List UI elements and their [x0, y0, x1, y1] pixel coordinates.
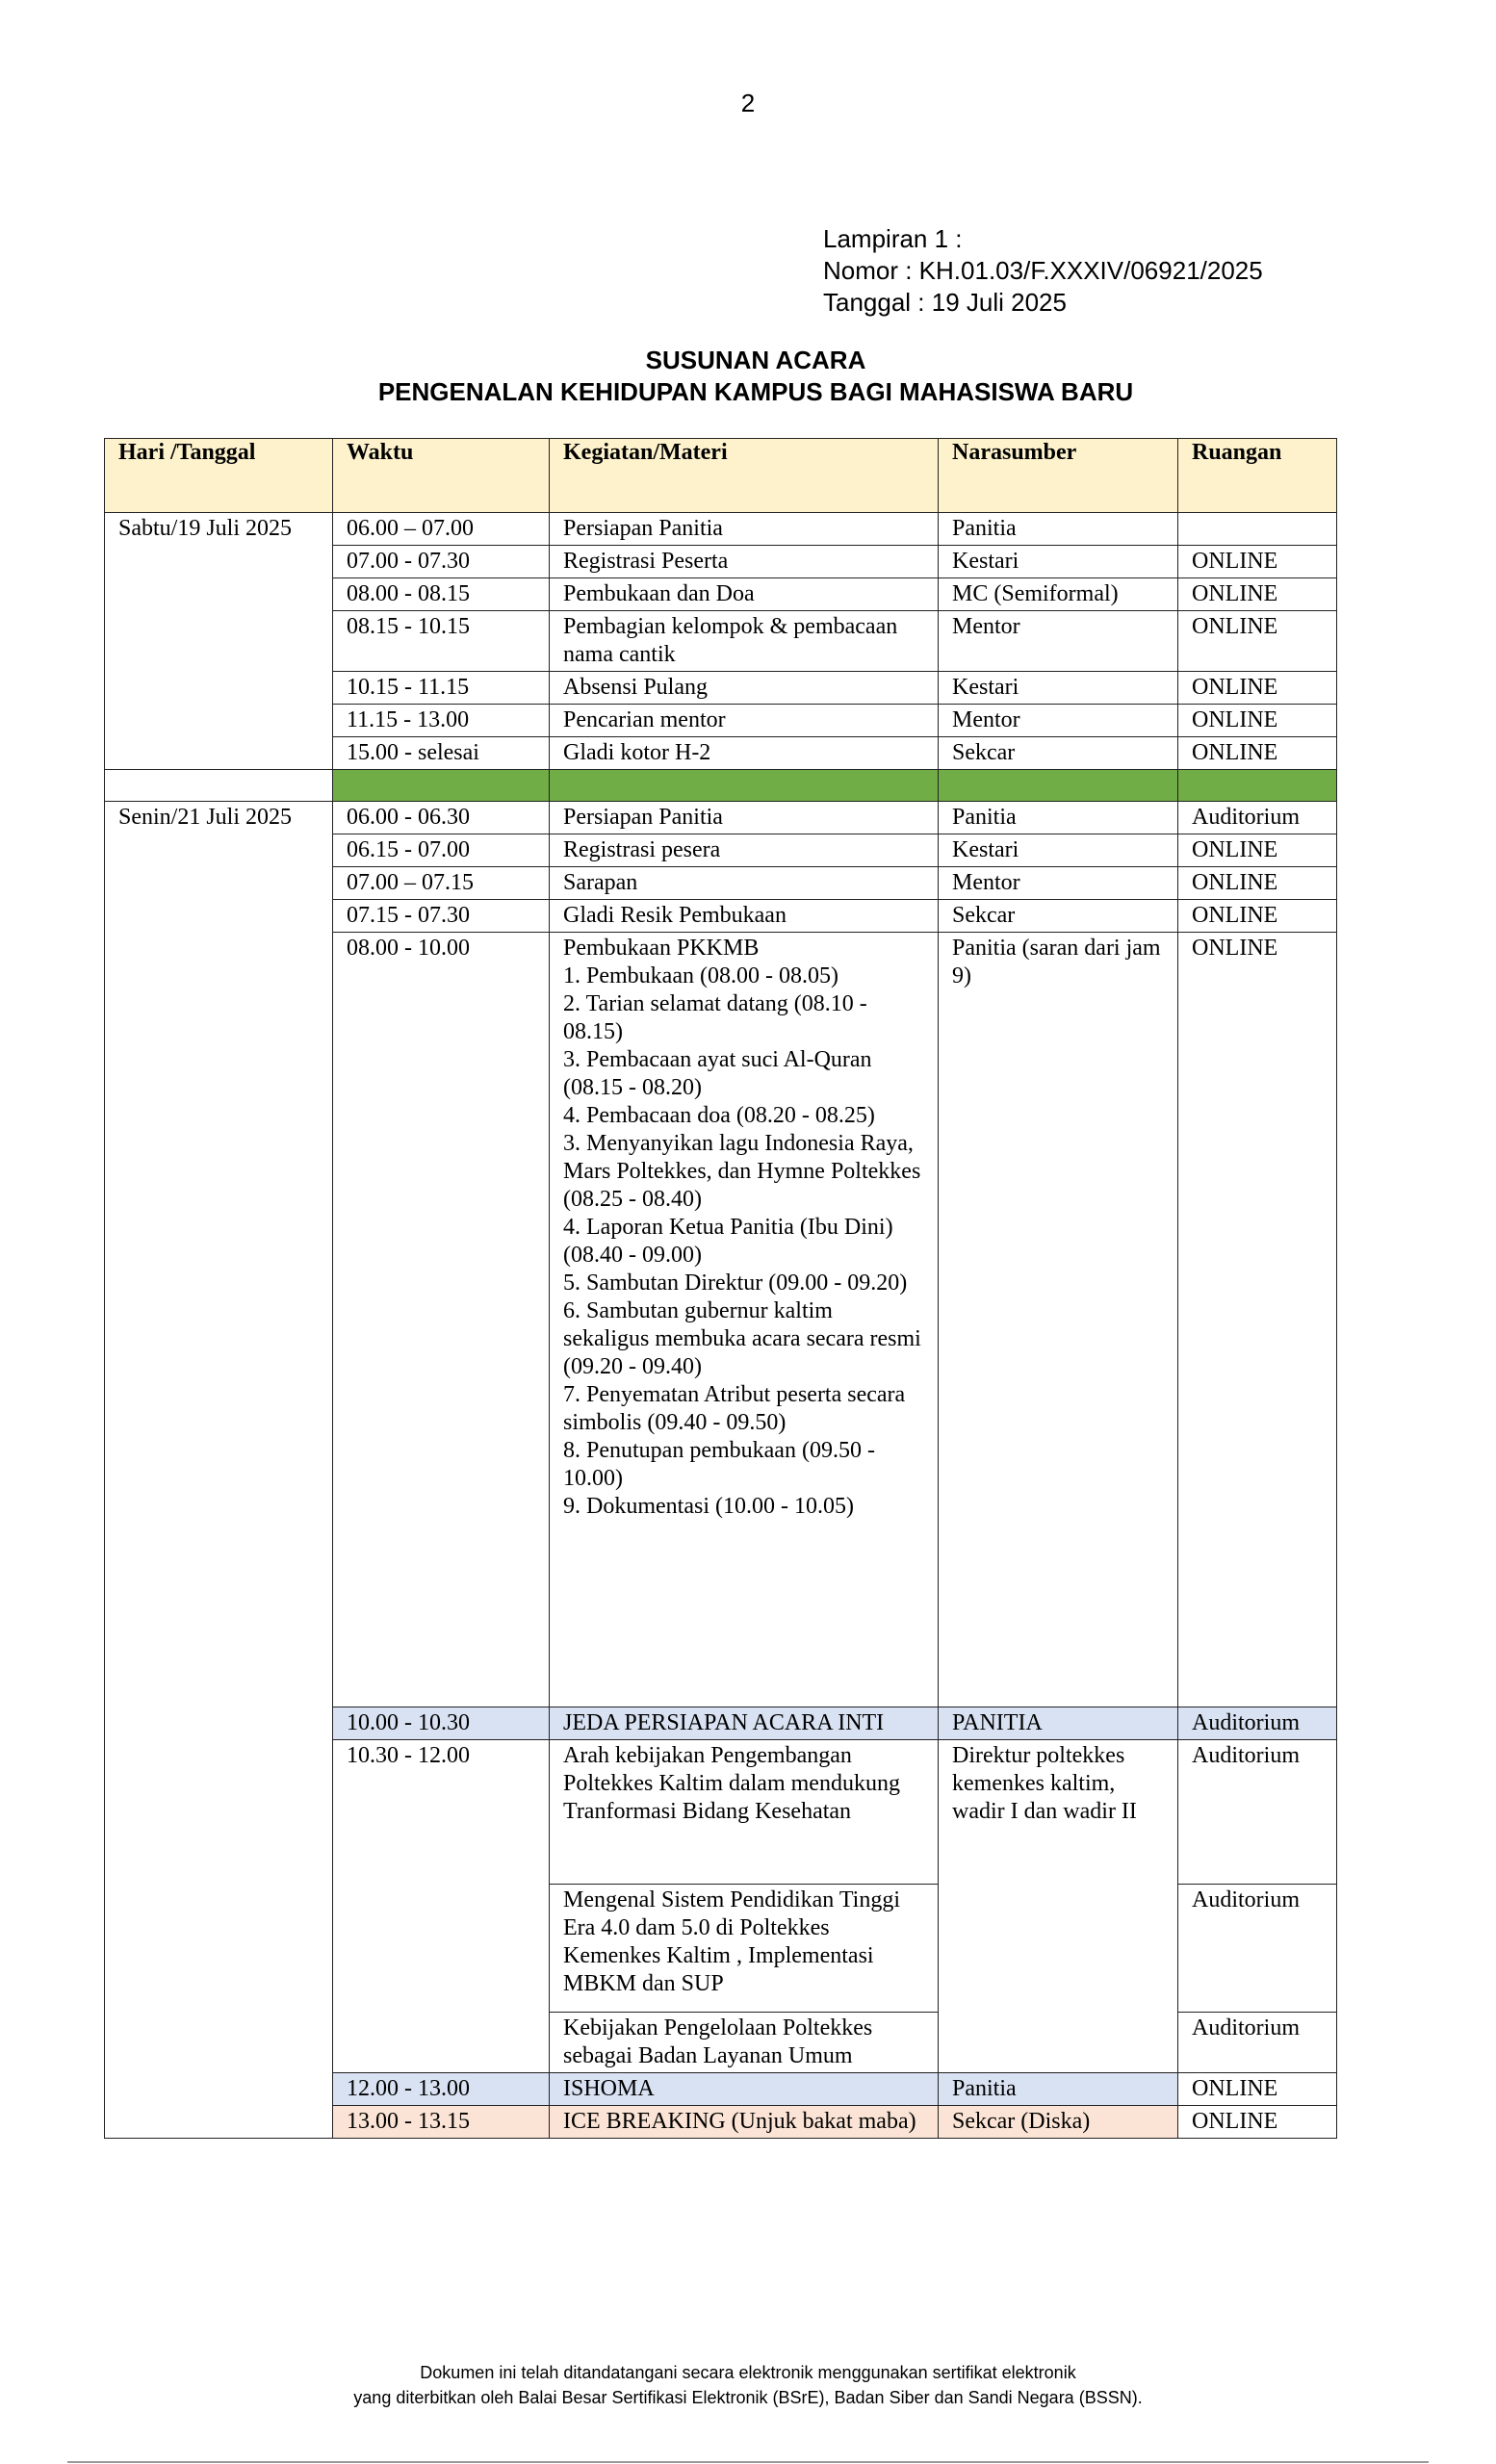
waktu-cell: 10.00 - 10.30: [333, 1707, 550, 1740]
bottom-divider: [67, 2461, 1429, 2463]
lampiran-tanggal: Tanggal : 19 Juli 2025: [823, 288, 1067, 317]
waktu-cell: 15.00 - selesai: [333, 737, 550, 770]
ruangan-cell: ONLINE: [1178, 900, 1337, 933]
header-narasumber: Narasumber: [939, 439, 1178, 513]
kegiatan-cell: Persiapan Panitia: [550, 513, 939, 546]
lampiran-label: Lampiran 1 :: [823, 224, 963, 253]
kegiatan-cell: Registrasi Peserta: [550, 546, 939, 578]
header-hari: Hari /Tanggal: [105, 439, 333, 513]
kegiatan-cell: Pencarian mentor: [550, 705, 939, 737]
opening-item: 2. Tarian selamat datang (08.10 - 08.15): [563, 991, 867, 1044]
footer-line-2: yang diterbitkan oleh Balai Besar Sertifikasi Elektronik (BSrE), Badan Siber dan Sandi Negara (BSSN).: [353, 2388, 1143, 2407]
waktu-cell: 08.00 - 08.15: [333, 578, 550, 611]
kegiatan-cell: Registrasi pesera: [550, 834, 939, 867]
header-kegiatan: Kegiatan/Materi: [550, 439, 939, 513]
waktu-cell: 10.30 - 12.00: [333, 1740, 550, 2073]
waktu-cell: 11.15 - 13.00: [333, 705, 550, 737]
ruangan-cell: ONLINE: [1178, 2106, 1337, 2139]
waktu-cell: 06.00 - 06.30: [333, 802, 550, 834]
kegiatan-cell: Sarapan: [550, 867, 939, 900]
waktu-cell: 08.00 - 10.00: [333, 933, 550, 1707]
day-cell-sabtu: Sabtu/19 Juli 2025: [105, 513, 333, 770]
opening-item: 5. Sambutan Direktur (09.00 - 09.20): [563, 1270, 908, 1296]
waktu-cell: 06.15 - 07.00: [333, 834, 550, 867]
narasumber-cell: Sekcar: [939, 737, 1178, 770]
opening-item: 7. Penyematan Atribut peserta secara simbolis (09.40 - 09.50): [563, 1382, 906, 1435]
opening-item: 1. Pembukaan (08.00 - 08.05): [563, 963, 838, 988]
kegiatan-cell: Gladi kotor H-2: [550, 737, 939, 770]
separator-green-cell: [1178, 770, 1337, 802]
lampiran-block: [823, 223, 1263, 319]
waktu-cell: 07.15 - 07.30: [333, 900, 550, 933]
ruangan-cell: ONLINE: [1178, 737, 1337, 770]
waktu-cell: 07.00 – 07.15: [333, 867, 550, 900]
narasumber-cell: PANITIA: [939, 1707, 1178, 1740]
narasumber-cell: Panitia: [939, 513, 1178, 546]
waktu-cell: 07.00 - 07.30: [333, 546, 550, 578]
ruangan-cell: Auditorium: [1178, 1740, 1337, 1885]
day-separator-row: [105, 770, 1337, 802]
opening-item: 8. Penutupan pembukaan (09.50 - 10.00): [563, 1438, 875, 1491]
narasumber-cell: Kestari: [939, 546, 1178, 578]
ruangan-cell: ONLINE: [1178, 933, 1337, 1707]
kegiatan-cell: ISHOMA: [550, 2073, 939, 2106]
document-title: [0, 345, 1496, 408]
signature-footer: [0, 2360, 1496, 2410]
kegiatan-cell: Pembukaan dan Doa: [550, 578, 939, 611]
separator-blank-cell: [105, 770, 333, 802]
title-line-1: SUSUNAN ACARA: [645, 346, 866, 374]
ruangan-cell: ONLINE: [1178, 867, 1337, 900]
waktu-cell: 12.00 - 13.00: [333, 2073, 550, 2106]
kegiatan-cell: Persiapan Panitia: [550, 802, 939, 834]
ruangan-cell: ONLINE: [1178, 611, 1337, 672]
kegiatan-cell: Arah kebijakan Pengembangan Poltekkes Kaltim dalam mendukung Tranformasi Bidang Kesehatan: [550, 1740, 939, 1885]
ruangan-cell: Auditorium: [1178, 2013, 1337, 2073]
narasumber-cell: Kestari: [939, 834, 1178, 867]
narasumber-cell: Panitia: [939, 802, 1178, 834]
footer-line-1: Dokumen ini telah ditandatangani secara elektronik menggunakan sertifikat elektronik: [420, 2363, 1076, 2382]
ruangan-cell: ONLINE: [1178, 578, 1337, 611]
separator-green-cell: [550, 770, 939, 802]
header-ruangan: Ruangan: [1178, 439, 1337, 513]
ruangan-cell: [1178, 513, 1337, 546]
table-header-row: [105, 439, 1337, 513]
narasumber-cell: Direktur poltekkes kemenkes kaltim, wadir I dan wadir II: [939, 1740, 1178, 2073]
schedule-table: [104, 438, 1337, 2139]
table-row: [105, 802, 1337, 834]
kegiatan-cell: Absensi Pulang: [550, 672, 939, 705]
waktu-cell: 08.15 - 10.15: [333, 611, 550, 672]
narasumber-cell: Sekcar: [939, 900, 1178, 933]
page-number: 2: [740, 89, 756, 117]
kegiatan-cell-opening: [550, 933, 939, 1707]
ruangan-cell: ONLINE: [1178, 834, 1337, 867]
kegiatan-cell: Gladi Resik Pembukaan: [550, 900, 939, 933]
day-cell-senin: Senin/21 Juli 2025: [105, 802, 333, 2139]
narasumber-cell: Mentor: [939, 867, 1178, 900]
ruangan-cell: Auditorium: [1178, 1707, 1337, 1740]
ruangan-cell: ONLINE: [1178, 2073, 1337, 2106]
table-row: [105, 513, 1337, 546]
kegiatan-cell: ICE BREAKING (Unjuk bakat maba): [550, 2106, 939, 2139]
narasumber-cell: Kestari: [939, 672, 1178, 705]
opening-item: 3. Menyanyikan lagu Indonesia Raya, Mars Poltekkes, dan Hymne Poltekkes (08.25 - 08.40): [563, 1131, 921, 1212]
header-waktu: Waktu: [333, 439, 550, 513]
kegiatan-cell: Pembagian kelompok & pembacaan nama cantik: [550, 611, 939, 672]
opening-title: Pembukaan PKKMB: [563, 936, 760, 961]
title-line-2: PENGENALAN KEHIDUPAN KAMPUS BAGI MAHASISWA BARU: [377, 377, 1134, 406]
lampiran-nomor: Nomor : KH.01.03/F.XXXIV/06921/2025: [823, 256, 1263, 285]
opening-item: 4. Laporan Ketua Panitia (Ibu Dini) (08.40 - 09.00): [563, 1215, 893, 1268]
waktu-cell: 10.15 - 11.15: [333, 672, 550, 705]
kegiatan-cell: JEDA PERSIAPAN ACARA INTI: [550, 1707, 939, 1740]
opening-item: 4. Pembacaan doa (08.20 - 08.25): [563, 1103, 875, 1128]
kegiatan-cell: Mengenal Sistem Pendidikan Tinggi Era 4.0 dam 5.0 di Poltekkes Kemenkes Kaltim , Implementasi MBKM dan SUP: [550, 1885, 939, 2013]
kegiatan-cell: Kebijakan Pengelolaan Poltekkes sebagai Badan Layanan Umum: [550, 2013, 939, 2073]
ruangan-cell: ONLINE: [1178, 705, 1337, 737]
narasumber-cell: MC (Semiformal): [939, 578, 1178, 611]
opening-item: 3. Pembacaan ayat suci Al-Quran (08.15 - 08.20): [563, 1047, 872, 1100]
narasumber-cell: Sekcar (Diska): [939, 2106, 1178, 2139]
opening-item: 9. Dokumentasi (10.00 - 10.05): [563, 1494, 854, 1519]
narasumber-cell: Mentor: [939, 611, 1178, 672]
waktu-cell: 13.00 - 13.15: [333, 2106, 550, 2139]
separator-green-cell: [333, 770, 550, 802]
ruangan-cell: Auditorium: [1178, 1885, 1337, 2013]
narasumber-cell: Panitia (saran dari jam 9): [939, 933, 1178, 1707]
opening-item: 6. Sambutan gubernur kaltim sekaligus membuka acara secara resmi (09.20 - 09.40): [563, 1298, 921, 1379]
waktu-cell: 06.00 – 07.00: [333, 513, 550, 546]
narasumber-cell: Mentor: [939, 705, 1178, 737]
narasumber-cell: Panitia: [939, 2073, 1178, 2106]
ruangan-cell: Auditorium: [1178, 802, 1337, 834]
separator-green-cell: [939, 770, 1178, 802]
ruangan-cell: ONLINE: [1178, 672, 1337, 705]
ruangan-cell: ONLINE: [1178, 546, 1337, 578]
